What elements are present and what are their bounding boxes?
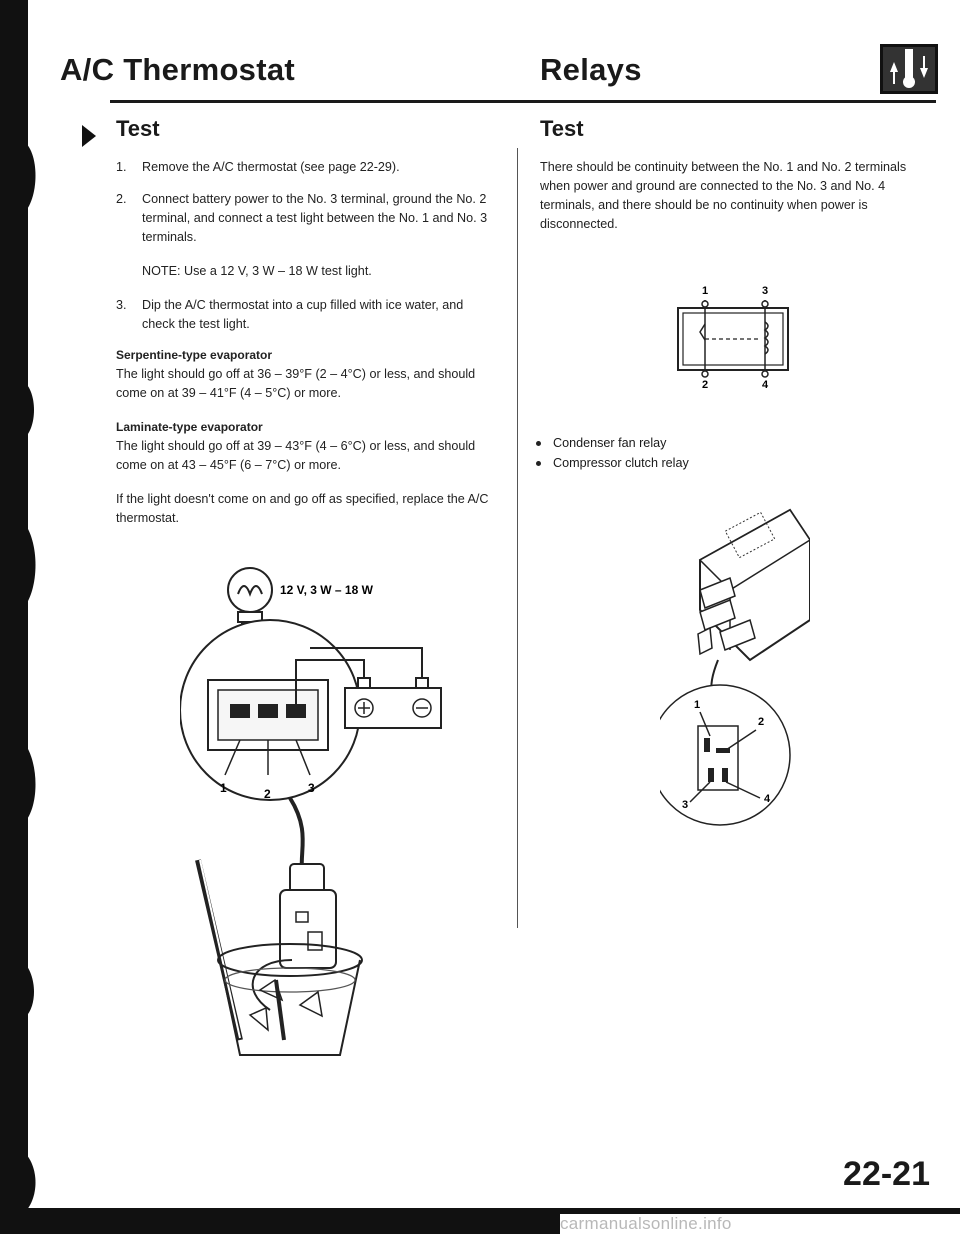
right-section-heading: Test (540, 116, 584, 141)
bullet-text: Compressor clutch relay (553, 456, 689, 470)
laminate-text: The light should go off at 39 – 43°F (4 – 6°C) or less, and should come on at 43 – 45°F (6 – 7°C) or more. (116, 439, 476, 472)
arrow-marker (82, 125, 96, 152)
schematic-terminal-3: 3 (762, 285, 769, 297)
bullet-condenser-fan-relay (536, 436, 666, 450)
column-divider (517, 148, 518, 928)
bullet-dot (536, 441, 541, 446)
laminate-title: Laminate-type evaporator (116, 420, 263, 434)
relay-test-text: There should be continuity between the No. 1 and No. 2 terminals when power and ground are connected to the No. 3 and No. 4 terminals, and there should be no continuity when power is disconnected. (540, 160, 907, 231)
step-number: 1. (116, 160, 127, 174)
bullet-dot (536, 461, 541, 466)
step-text: Remove the A/C thermostat (see page 22-29). (142, 160, 400, 174)
serpentine-section (116, 346, 492, 403)
right-title: Relays (540, 52, 642, 87)
bullet-text: Condenser fan relay (553, 436, 667, 450)
relay-terminal-1: 1 (694, 699, 701, 711)
watermark-text: carmanualsonline.info (560, 1214, 732, 1233)
footer-bar (0, 1208, 960, 1242)
relay-terminal-3: 3 (682, 799, 689, 811)
relay-illustration (660, 500, 810, 835)
binding-bar (0, 0, 38, 1242)
note-text: NOTE: Use a 12 V, 3 W – 18 W test light. (142, 264, 372, 278)
serpentine-title: Serpentine-type evaporator (116, 348, 273, 362)
step-text: Dip the A/C thermostat into a cup filled with ice water, and check the test light. (142, 298, 464, 331)
thermostat-test-diagram (180, 560, 480, 1065)
serpentine-text: The light should go off at 36 – 39°F (2 – 4°C) or less, and should come on at 39 – 41°F (4 – 5°C) or more. (116, 367, 476, 400)
header-rule (110, 100, 936, 103)
schematic-terminal-4: 4 (762, 379, 769, 391)
step-number: 2. (116, 192, 127, 206)
terminal-1-label: 1 (220, 781, 227, 795)
relay-terminal-2: 2 (758, 716, 765, 728)
terminal-3-label: 3 (308, 781, 315, 795)
terminal-2-label: 2 (264, 787, 271, 801)
schematic-terminal-2: 2 (702, 379, 709, 391)
left-title: A/C Thermostat (60, 52, 296, 87)
page-number: 22-21 (843, 1155, 930, 1193)
section-thermostat-icon (880, 44, 938, 99)
relay-schematic (670, 282, 800, 397)
bullet-compressor-clutch-relay (536, 456, 689, 470)
step-text: Connect battery power to the No. 3 terminal, ground the No. 2 terminal, and connect a test light between the No. 1 and No. 3 terminals. (142, 192, 488, 244)
lamp-label: 12 V, 3 W – 18 W (280, 583, 373, 597)
laminate-section (116, 418, 492, 475)
left-section-heading: Test (116, 116, 160, 141)
closing-text: If the light doesn't come on and go off as specified, replace the A/C thermostat. (116, 492, 489, 525)
step-number: 3. (116, 298, 127, 312)
relay-terminal-4: 4 (764, 793, 771, 805)
schematic-terminal-1: 1 (702, 285, 709, 297)
